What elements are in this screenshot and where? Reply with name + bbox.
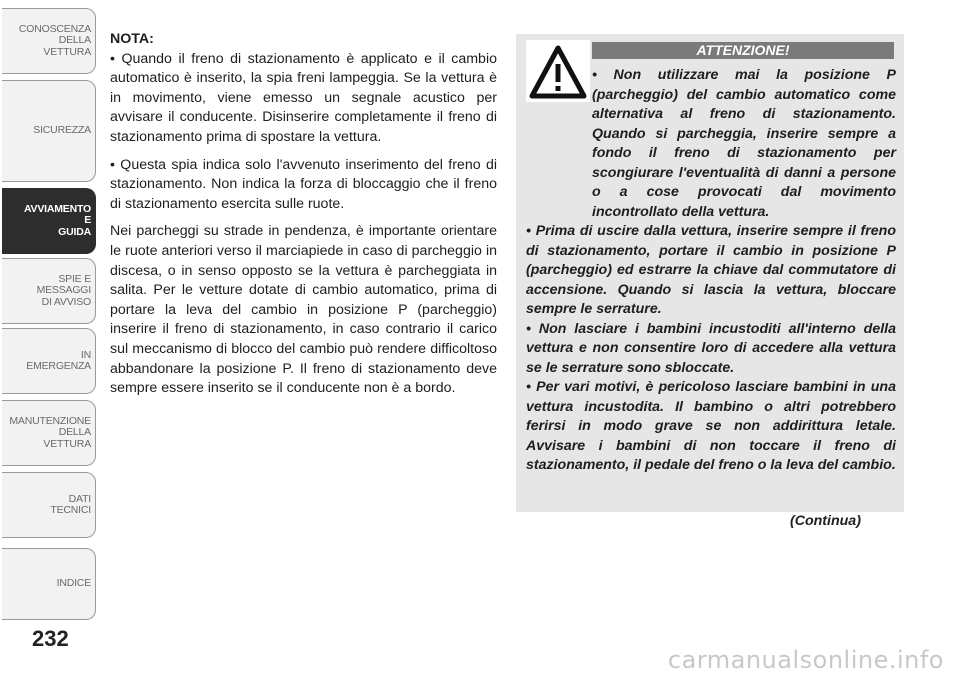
tab-label: SPIE E MESSAGGI DI AVVISO xyxy=(36,272,91,308)
tab-conoscenza[interactable] xyxy=(2,8,96,74)
warning-item: • Non lasciare i bambini incustoditi all'interno della vettura e non consentire loro di accedere alla vettura se le serrature sono sbloccate. xyxy=(526,320,896,376)
section-tabs xyxy=(0,0,98,640)
tab-indice[interactable] xyxy=(2,548,96,620)
warning-item: • Non utilizzare mai la posizione P (parcheggio) del cambio automatico come alternativa al freno di stazionamento. Quando si parcheggia, inserire sempre a fondo il freno di stazionamento per scongiurare l'eventualità di danni a persone o a cose provocati dal movimento incontrollato della vettura. xyxy=(592,67,896,220)
tab-label: CONOSCENZA DELLA VETTURA xyxy=(18,22,91,58)
note-paragraph: • Quando il freno di stazionamento è applicato e il cambio automatico è inserito, la spia freni lampeggia. Se la vettura è in movimento, viene emesso un segnale acustico per avvisare il conducente. Disinserire completamente il freno di stazionamento prima di spostare la vettura. xyxy=(110,50,497,145)
tab-label: MANUTENZIONE DELLA VETTURA xyxy=(9,414,91,450)
tab-label: AVVIAMENTO E GUIDA xyxy=(23,202,91,238)
continued-label: (Continua) xyxy=(790,513,861,529)
warning-item: • Per vari motivi, è pericoloso lasciare bambini in una vettura incustodita. Il bambino o altri potrebbero ferirsi in modo grave se non addirittura letale. Avvisare i bambini di non toccare il freno di stazionamento, il pedale del freno o la leva del cambio. xyxy=(526,379,896,473)
tab-label: INDICE xyxy=(56,577,91,590)
tab-sicurezza[interactable] xyxy=(2,80,96,182)
tab-label: DATI TECNICI xyxy=(50,492,91,516)
page-number: 232 xyxy=(32,626,69,651)
tab-label: SICUREZZA xyxy=(33,124,91,137)
note-paragraph: • Questa spia indica solo l'avvenuto inserimento del freno di stazionamento. Non indica la forza di bloccaggio che il freno di stazionamento esercita sulle ruote. xyxy=(110,156,497,212)
body-paragraph: Nei parcheggi su strade in pendenza, è importante orientare le ruote anteriori verso il marciapiede in caso di parcheggio in discesa, o in senso opposto se la vettura è parcheggiata in salita. Per le vetture dotate di cambio automatico, prima di portare la leva del cambio in posizione P (parcheggio) inserire il freno di stazionamento, in caso contrario il carico sul meccanismo di blocco del cambio può rendere difficoltoso abbandonare la posizione P. Il freno di stazionamento deve sempre essere inserito se il conducente non è a bordo. xyxy=(110,223,497,397)
watermark: carmanualsonline.info xyxy=(667,646,944,674)
tab-dati-tecnici[interactable] xyxy=(2,472,96,538)
note-title: NOTA: xyxy=(110,31,154,47)
warning-box xyxy=(516,34,904,512)
tab-manutenzione[interactable] xyxy=(2,400,96,466)
tab-label: IN EMERGENZA xyxy=(26,348,91,372)
warning-text xyxy=(526,66,896,476)
warning-item: • Prima di uscire dalla vettura, inserire sempre il freno di stazionamento, portare il cambio in posizione P (parcheggio) ed estrarre la chiave dal commutatore di accensione. Quando si lascia la vettura, bloccare sempre le serrature. xyxy=(526,223,896,317)
main-text-column xyxy=(110,30,497,407)
tab-emergenza[interactable] xyxy=(2,328,96,394)
tab-spie[interactable] xyxy=(2,258,96,324)
tab-avviamento[interactable] xyxy=(2,188,96,254)
warning-title: ATTENZIONE! xyxy=(592,42,894,59)
